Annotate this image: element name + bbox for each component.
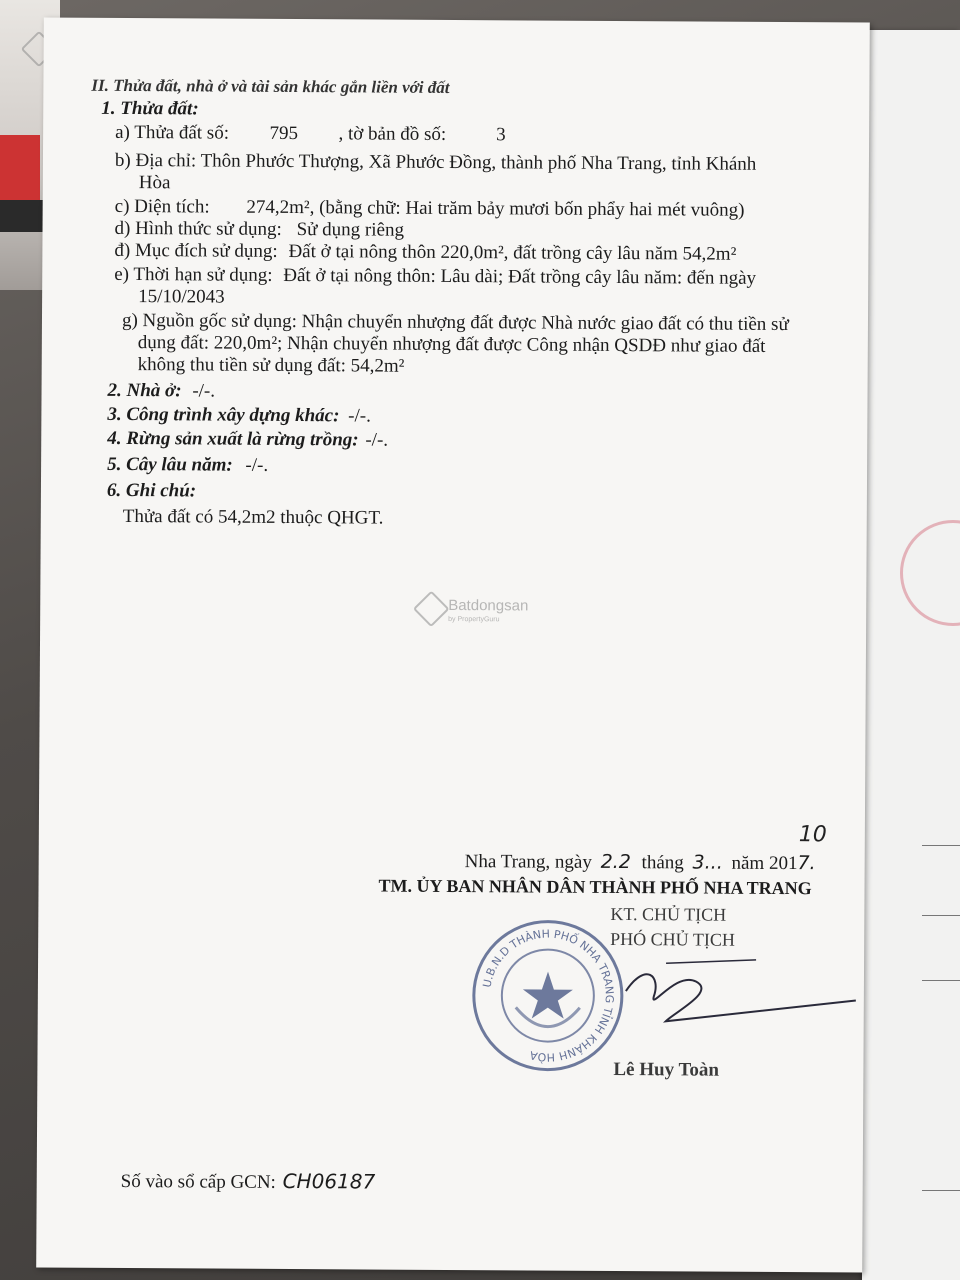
adjacent-page [862, 30, 960, 1280]
note-text: Thửa đất có 54,2m2 thuộc QHGT. [122, 505, 384, 529]
origin-line-1: g) Nguồn gốc sử dụng: Nhận chuyển nhượng đất được Nhà nước giao đất có thu tiền sử [121, 309, 789, 336]
parcel-number-value: 795 [269, 122, 299, 145]
item-4-label: 4. Rừng sản xuất là rừng trồng: [107, 427, 359, 451]
parcel-number-label: a) Thửa đất số: [115, 121, 230, 144]
item-5-value: -/-. [245, 454, 269, 476]
table-line [922, 980, 960, 981]
item-4-value: -/-. [365, 429, 389, 451]
parcel-number-row [115, 122, 551, 147]
item-1-title: 1. Thửa đất: [101, 97, 199, 120]
date-line [465, 850, 816, 875]
usage-purpose-value: Đất ở tại nông thôn 220,0m², đất trồng cây lâu năm 54,2m² [288, 240, 737, 265]
area-label: c) Diện tích: [114, 195, 210, 218]
origin-line-3: không thu tiền sử dụng đất: 54,2m² [137, 354, 405, 377]
signature [606, 951, 866, 1033]
item-3-value: -/-. [348, 405, 371, 427]
item-6-label: 6. Ghi chú: [106, 479, 197, 502]
item-5-label: 5. Cây lâu năm: [107, 453, 233, 476]
watermark-center [418, 594, 528, 624]
item-5-row [107, 454, 268, 477]
date-year-label: năm 201 [731, 852, 798, 875]
registry-row [121, 1168, 376, 1195]
address-line-2: Hòa [138, 172, 171, 194]
address-line-1: b) Địa chỉ: Thôn Phước Thượng, Xã Phước Đồng, thành phố Nha Trang, tỉnh Khánh [114, 149, 757, 175]
registry-value: CH06187 [282, 1168, 376, 1194]
usage-term-date: 15/10/2043 [138, 286, 225, 308]
signer-name: Lê Huy Toàn [613, 1058, 720, 1081]
date-place: Nha Trang, ngày [464, 851, 592, 873]
date-month-label: tháng [641, 852, 684, 874]
registry-label: Số vào sổ cấp GCN: [120, 1170, 276, 1193]
seal-wreath-icon [516, 1007, 580, 1026]
date-month: 3... [692, 851, 723, 874]
certificate-page [36, 17, 870, 1272]
watermark-sub: by PropertyGuru [448, 615, 500, 624]
origin-line-2: dụng đất: 220,0m²; Nhận chuyển nhượng đất được Công nhận QSDĐ như giao đất [137, 332, 766, 357]
item-3-label: 3. Công trình xây dựng khác: [107, 403, 340, 427]
document-body [36, 17, 870, 1272]
watermark-label [448, 594, 528, 623]
usage-term-label: e) Thời hạn sử dụng: [114, 263, 273, 286]
item-4-row [107, 428, 388, 452]
usage-term-value: Đất ở tại nông thôn: Lâu dài; Đất trồng cây lâu năm: đến ngày [283, 264, 757, 289]
seal-star-icon [523, 971, 573, 1018]
official-seal [467, 915, 628, 1076]
usage-form-row [114, 218, 404, 242]
map-sheet-label: , tờ bản đồ số: [338, 123, 447, 145]
watermark-logo-icon [413, 590, 450, 627]
seal-text: U.B.N.D THÀNH PHỐ NHA TRANG TỈNH KHÁNH HÒA [480, 927, 616, 1064]
item-2-value: -/-. [192, 380, 216, 402]
item-2-row [107, 380, 215, 403]
usage-purpose-label: đ) Mục đích sử dụng: [114, 239, 278, 262]
table-line [922, 845, 960, 846]
usage-purpose-row [114, 240, 736, 266]
watermark-brand: Batdongsan [448, 596, 529, 615]
usage-form-value: Sử dụng riêng [296, 219, 405, 241]
card-dark-block [0, 200, 44, 232]
usage-form-label: d) Hình thức sử dụng: [114, 217, 282, 240]
date-hand-mark: 10 [798, 822, 827, 848]
area-value: 274,2m², (bằng chữ: Hai trăm bảy mươi bốn phẩy hai mét vuông) [246, 196, 745, 221]
card-red-block [0, 135, 40, 210]
section-title: II. Thửa đất, nhà ở và tài sản khác gắn liền với đất [91, 75, 450, 97]
role-1: KT. CHỦ TỊCH [610, 903, 727, 925]
item-2-label: 2. Nhà ở: [107, 379, 182, 402]
authority-title: TM. ỦY BAN NHÂN DÂN THÀNH PHỐ NHA TRANG [378, 875, 812, 899]
item-3-row [107, 404, 371, 428]
role-2: PHÓ CHỦ TỊCH [610, 928, 735, 950]
map-sheet-value: 3 [496, 124, 506, 146]
table-line [922, 915, 960, 916]
date-day: 2.2 [600, 850, 631, 874]
date-year-digit: 7. [797, 852, 816, 875]
table-line [922, 1190, 960, 1191]
